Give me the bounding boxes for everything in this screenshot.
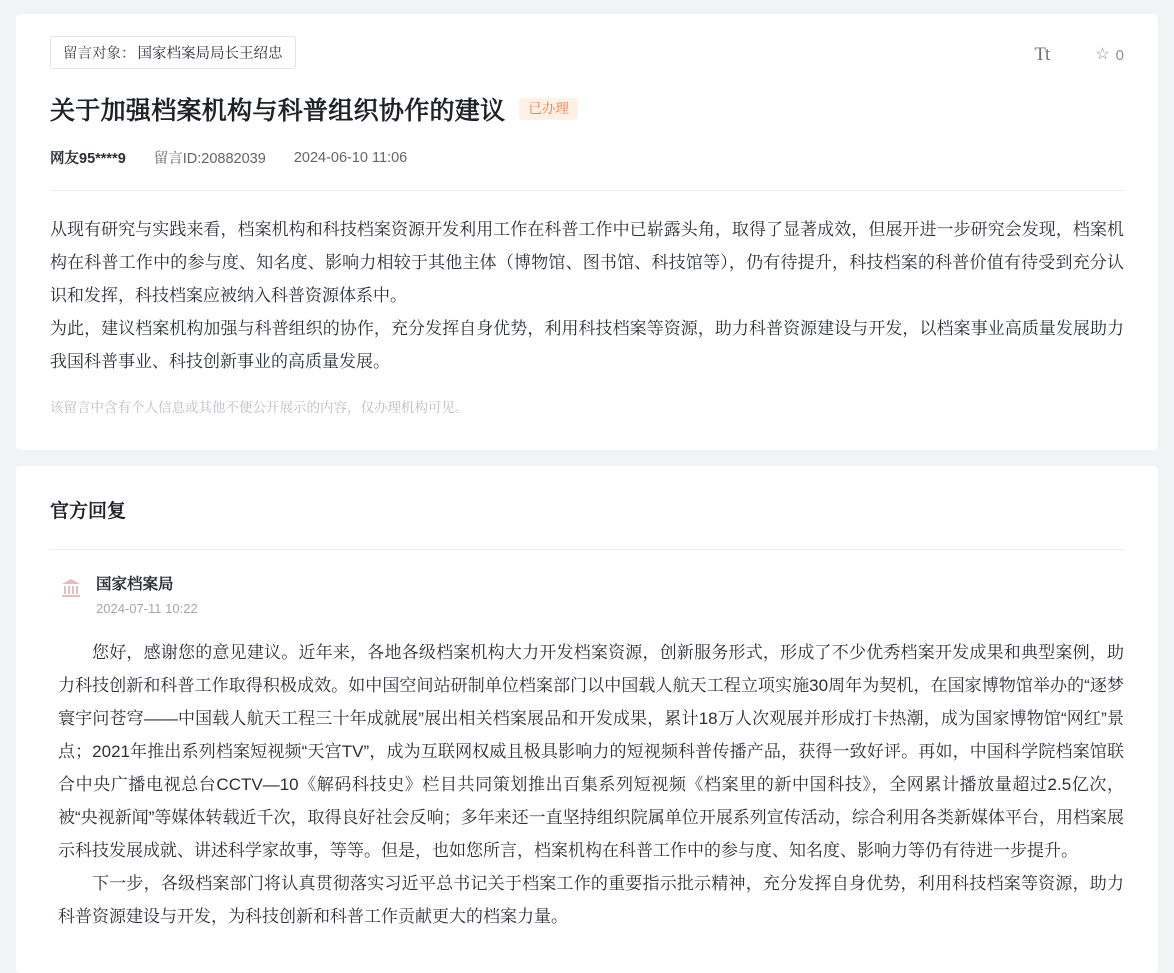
target-label: 留言对象： bbox=[63, 46, 136, 62]
reply-org-name: 国家档案局 bbox=[96, 576, 174, 593]
status-badge: 已办理 bbox=[519, 98, 578, 120]
top-right-tools bbox=[1034, 44, 1124, 66]
message-paragraph: 从现有研究与实践来看，档案机构和科技档案资源开发利用工作在科普工作中已崭露头角，取得了显著成效，但展开进一步研究会发现，档案机构在科普工作中的参与度、知名度、影响力相较于其他主体（博物馆、图书馆、科技馆等），仍有待提升，科技档案的科普价值有待受到充分认识和发挥，科技档案应被纳入科普资源体系中。 bbox=[50, 220, 1124, 305]
reply-heading: 官方回复 bbox=[50, 501, 127, 522]
favorite-button[interactable] bbox=[1095, 47, 1124, 64]
author-name: 网友95****9 bbox=[50, 151, 126, 167]
reply-paragraph: 下一步，各级档案部门将认真贯彻落实习近平总书记关于档案工作的重要指示批示精神，充分发挥自身优势，利用科技档案等资源，助力科普资源建设与开发，为科技创新和科普工作贡献更大的档案力量。 bbox=[58, 874, 1124, 926]
reply-org-row bbox=[50, 572, 1124, 616]
message-card bbox=[16, 14, 1158, 450]
reply-paragraph: 您好，感谢您的意见建议。近年来，各地各级档案机构大力开发档案资源，创新服务形式，形成了不少优秀档案开发成果和典型案例，助力科技创新和科普工作取得积极成效。如中国空间站研制单位档案部门以中国载人航天工程立项实施30周年为契机，在国家博物馆举办的“逐梦寰宇问苍穹——中国载人航天工程三十年成就展”展出相关档案展品和开发成果，累计18万人次观展并形成打卡热潮，成为国家博物馆“网红”景点；2021年推出系列档案短视频“天宫TV”，成为互联网权威且极具影响力的短视频科普传播产品，获得一致好评。再如，中国科学院档案馆联合中央广播电视总台CCTV—10《解码科技史》栏目共同策划推出百集系列短视频《档案里的新中国科技》，全网累计播放量超过2.5亿次，被“央视新闻”等媒体转载近千次，取得良好社会反响；多年来还一直坚持组织院属单位开展系列宣传活动，综合利用各类新媒体平台，用档案展示科技发展成就、讲述科学家故事，等等。但是，也如您所言，档案机构在科普工作中的参与度、知名度、影响力等仍有待进一步提升。 bbox=[58, 643, 1124, 860]
privacy-note: 该留言中含有个人信息或其他不便公开展示的内容，仅办理机构可见。 bbox=[50, 400, 469, 415]
star-icon: ☆ bbox=[1095, 46, 1110, 63]
title-row bbox=[50, 91, 1124, 127]
favorite-count: 0 bbox=[1115, 46, 1124, 64]
message-datetime: 2024-06-10 11:06 bbox=[293, 149, 408, 166]
page-title: 关于加强档案机构与科普组织协作的建议 bbox=[50, 97, 506, 125]
message-body bbox=[50, 213, 1124, 378]
reply-body bbox=[50, 636, 1124, 933]
reply-org-info bbox=[96, 572, 198, 616]
target-value: 国家档案局局长王绍忠 bbox=[137, 46, 283, 62]
font-size-icon[interactable]: Tt bbox=[1034, 44, 1050, 65]
reply-divider bbox=[50, 549, 1124, 550]
institution-icon bbox=[58, 575, 84, 601]
target-row bbox=[50, 36, 1124, 69]
message-paragraph: 为此，建议档案机构加强与科普组织的协作，充分发挥自身优势，利用科技档案等资源，助力科普资源建设与开发，以档案事业高质量发展助力我国科普事业、科技创新事业的高质量发展。 bbox=[50, 319, 1124, 371]
reply-datetime: 2024-07-11 10:22 bbox=[96, 601, 198, 616]
official-reply-card bbox=[16, 466, 1158, 973]
divider bbox=[50, 190, 1124, 191]
meta-row bbox=[50, 147, 1124, 168]
message-target-chip[interactable] bbox=[50, 36, 296, 69]
message-id: 留言ID:20882039 bbox=[153, 151, 266, 167]
